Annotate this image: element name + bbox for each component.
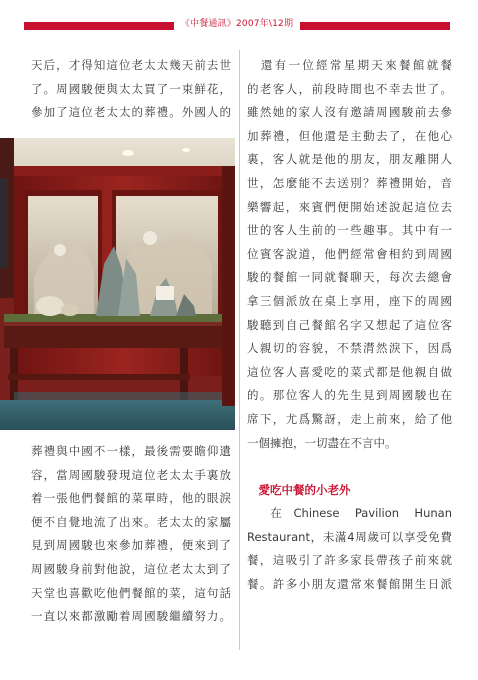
text-line: 一直以來都激勵着周國駿繼續努力。 [31, 609, 231, 624]
header-rule-left [24, 22, 174, 30]
text-line: 席下，尤爲驚訝，走上前來，給了他 [247, 411, 452, 426]
text-line: 駿聽到自己餐館名字又想起了這位客 [247, 317, 452, 332]
text-line: 容，當周國駿發現這位老太太手裏放 [31, 467, 231, 482]
left-column-top-text [31, 54, 231, 125]
text-line: 着一張他們餐館的菜單時，他的眼淚 [31, 491, 231, 506]
text-line: 的。那位客人的先生見到周國駿也在 [247, 388, 452, 403]
text-line: 雖然她的家人沒有邀請周國駿前去參 [247, 105, 452, 120]
text-line: 餐。許多小朋友還常來餐館開生日派 [247, 577, 452, 592]
text-line: 在Chinese Pavilion Hunan [247, 506, 452, 521]
text-line: Restaurant，未滿4周歲可以享受免費 [247, 529, 452, 544]
text-line: 拿三個派放在桌上享用，座下的周國 [247, 293, 452, 308]
restaurant-interior-photo [0, 138, 235, 430]
text-line: 加葬禮，但他還是主動去了，在他心 [247, 128, 452, 143]
text-line: 還有一位經常星期天來餐館就餐 [247, 58, 452, 72]
text-line: 一個擁抱，一切盡在不言中。 [247, 435, 397, 450]
text-line: 餐，這吸引了許多家長帶孩子前來就 [247, 553, 452, 568]
text-line: 世，怎麼能不去送別？葬禮開始，音 [247, 175, 452, 190]
text-line: 裏，客人就是他的朋友，朋友離開人 [247, 152, 452, 167]
text-line: 世的客人生前的一些趣事。其中有一 [247, 223, 452, 238]
section-subheading: 愛吃中餐的小老外 [247, 482, 351, 497]
text-line: 天堂也喜歡吃他們餐館的菜，這句話 [31, 585, 231, 600]
right-column-text [247, 54, 452, 597]
text-line: 駿的餐館一同就餐聊天，每次去總會 [247, 270, 452, 285]
column-divider [239, 50, 240, 650]
text-line: 葬禮與中國不一樣，最後需要瞻仰遺 [31, 444, 231, 458]
text-line: 樂響起，來賓們便開始述說起這位去 [247, 199, 452, 214]
text-line: 了。周國駿便與太太買了一束鮮花， [31, 81, 231, 96]
text-line: 便不自覺地流了出來。老太太的家屬 [31, 514, 231, 529]
header-title: 《中餐通訊》2007年\12期 [180, 19, 294, 29]
text-line: 周國駿身前對他說，這位老太太到了 [31, 561, 231, 576]
text-line: 的老客人，前段時間也不幸去世了。 [247, 81, 452, 96]
text-line: 位賓客說道，他們經常會相約到周國 [247, 246, 452, 261]
paragraph-gap [247, 455, 452, 479]
left-column-bottom-text [31, 440, 231, 629]
text-line: 參加了這位老太太的葬禮。外國人的 [31, 105, 231, 120]
text-line: 這位客人喜愛吃的菜式都是他親自做 [247, 364, 452, 379]
text-line: 人親切的容貌，不禁潸然淚下，因爲 [247, 341, 452, 356]
header-rule-right [300, 22, 450, 30]
text-line: 天后，才得知這位老太太幾天前去世 [31, 58, 231, 72]
text-line: 見到周國駿也來參加葬禮，便來到了 [31, 538, 231, 553]
